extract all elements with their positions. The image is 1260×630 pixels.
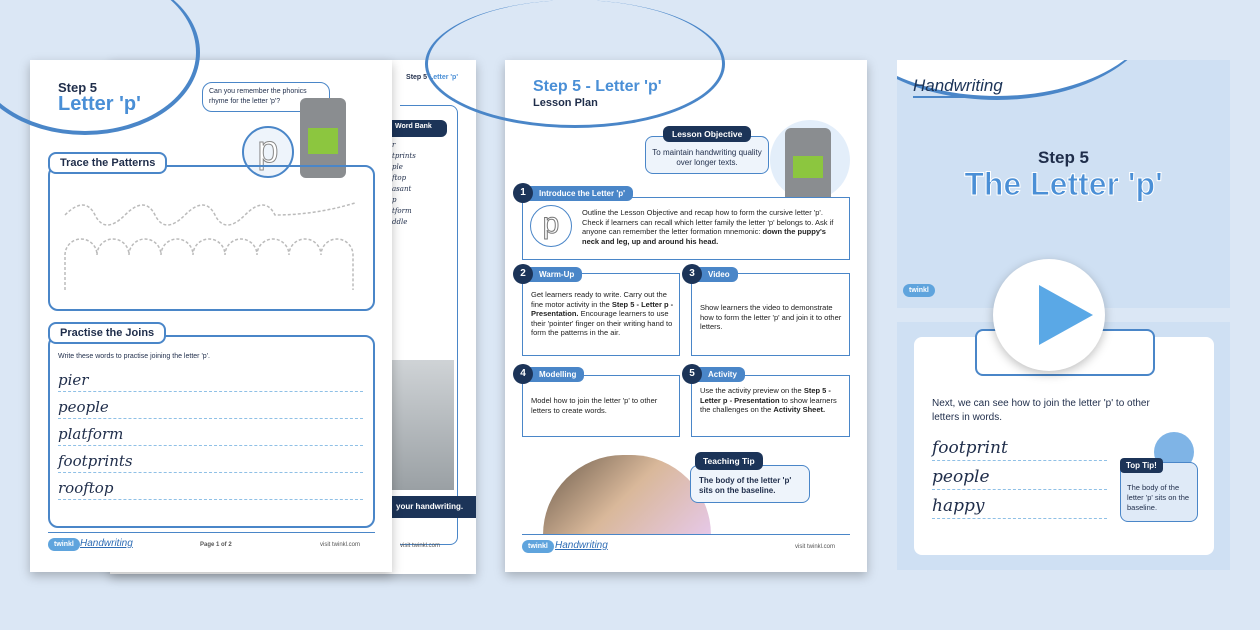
practice-word: footprints (58, 452, 133, 470)
slide-intro: Next, we can see how to join the letter 'p' to other letters in words. (932, 398, 1150, 423)
section-number: 3 (682, 264, 702, 284)
top-tip-label: Top Tip! (1120, 458, 1163, 473)
pier-photo (392, 360, 454, 490)
handwriting-logo: Handwriting (913, 76, 1003, 98)
sheet-step: Step 5 (58, 80, 98, 95)
practice-word: footprint (932, 438, 1008, 458)
twinkl-logo: twinkl (903, 284, 935, 297)
word-bank-list: r tprints ple ftop asant p tform ddle (392, 141, 416, 226)
practice-word: platform (58, 425, 124, 443)
page-number: Page 1 of 2 (200, 542, 232, 548)
joins-title: Practise the Joins (48, 322, 166, 344)
back-banner: your handwriting. (392, 496, 476, 518)
objective-text: To maintain handwriting quality over longer texts. (645, 136, 769, 174)
practice-word: pier (58, 371, 89, 389)
back-site: visit twinkl.com (400, 543, 441, 549)
section-label: Modelling (527, 367, 584, 382)
letter-p-icon: p (242, 126, 294, 178)
teacher-photo (543, 455, 711, 535)
objective-label: Lesson Objective (663, 126, 751, 142)
robot-mascot (785, 128, 831, 203)
play-video-button[interactable] (993, 259, 1105, 371)
word-bank-title: Word Bank (392, 120, 447, 137)
trace-patterns (60, 185, 360, 300)
sheet-title: Letter 'p' (58, 93, 141, 115)
section-label: Warm-Up (527, 267, 582, 282)
twinkl-logo: twinkl (48, 538, 80, 551)
letter-p-icon: p (530, 205, 572, 247)
section-label: Video (696, 267, 738, 282)
slide-word-lines (932, 432, 1107, 519)
site-link: visit twinkl.com (320, 542, 361, 548)
section-number: 1 (513, 183, 533, 203)
practice-word: rooftop (58, 479, 114, 497)
section-number: 2 (513, 264, 533, 284)
play-icon (993, 259, 1105, 371)
practice-word: people (58, 398, 109, 416)
back-header-accent: Letter 'p' (429, 74, 458, 81)
practice-word: people (932, 467, 990, 487)
tip-label: Teaching Tip (695, 452, 763, 470)
plan-subtitle: Lesson Plan (533, 97, 598, 109)
handwriting-logo: Handwriting (80, 538, 133, 549)
practice-lines (58, 365, 363, 500)
slide-step: Step 5 (1037, 148, 1090, 167)
section-number: 5 (682, 364, 702, 384)
speech-bubble: Can you remember the phonics rhyme for the letter 'p'? (202, 82, 330, 112)
twinkl-logo: twinkl (522, 540, 554, 553)
section-label: Activity (696, 367, 745, 382)
section-number: 4 (513, 364, 533, 384)
section-text: Show learners the video to demonstrate how to form the letter 'p' and join it to other letters. (700, 303, 842, 331)
practice-word: happy (932, 496, 985, 516)
back-header-step: Step 5 (406, 74, 428, 81)
joins-instruction: Write these words to practise joining the letter 'p'. (58, 353, 210, 360)
site-link: visit twinkl.com (795, 544, 836, 550)
worksheet-page-1 (30, 60, 392, 572)
tip-text: The body of the letter 'p' sits on the baseline. (690, 465, 810, 503)
lesson-plan-page: Step 5 - Letter 'p' Lesson Plan To maintain handwriting quality over longer texts. Lesson Objective Introduce the Letter 'p' 1 p Outline the Lesson Objective and recap how to form the cursive letter 'p'. Check if learners can recall which letter family the letter 'p' belongs to. Ask if anyone can remember the letter formation mnemonic: down the puppy's neck and leg, up and around his head. Warm-Up 2 Get learners ready to write. Carry out the fine motor activity in the Step 5 - Letter p - Presentation. Encourage learners to use their 'pointer' finger on their writing hand to form the patterns in the air. Video 3 Show learners the video to demonstrate how to form the letter 'p' and join it to other letters. Modelling 4 Model how to join the letter 'p' to other letters to create words. Activity 5 Use the activity preview on the Step 5 - Letter p - Presentation to show learners the challenges on the Activity Sheet. The body of the letter 'p' sits on the baseline. Teaching Tip twinkl Handwriting visit twinkl.com (505, 60, 867, 572)
section-text: Model how to join the letter 'p' to other letters to create words. (531, 396, 658, 415)
top-tip-text: The body of the letter 'p' sits on the baseline. (1120, 462, 1198, 522)
section-label: Introduce the Letter 'p' (527, 186, 633, 201)
handwriting-logo: Handwriting (555, 540, 608, 551)
plan-title: Step 5 - Letter 'p' (533, 78, 662, 95)
slide-title: The Letter 'p' (964, 166, 1163, 202)
trace-title: Trace the Patterns (48, 152, 167, 174)
